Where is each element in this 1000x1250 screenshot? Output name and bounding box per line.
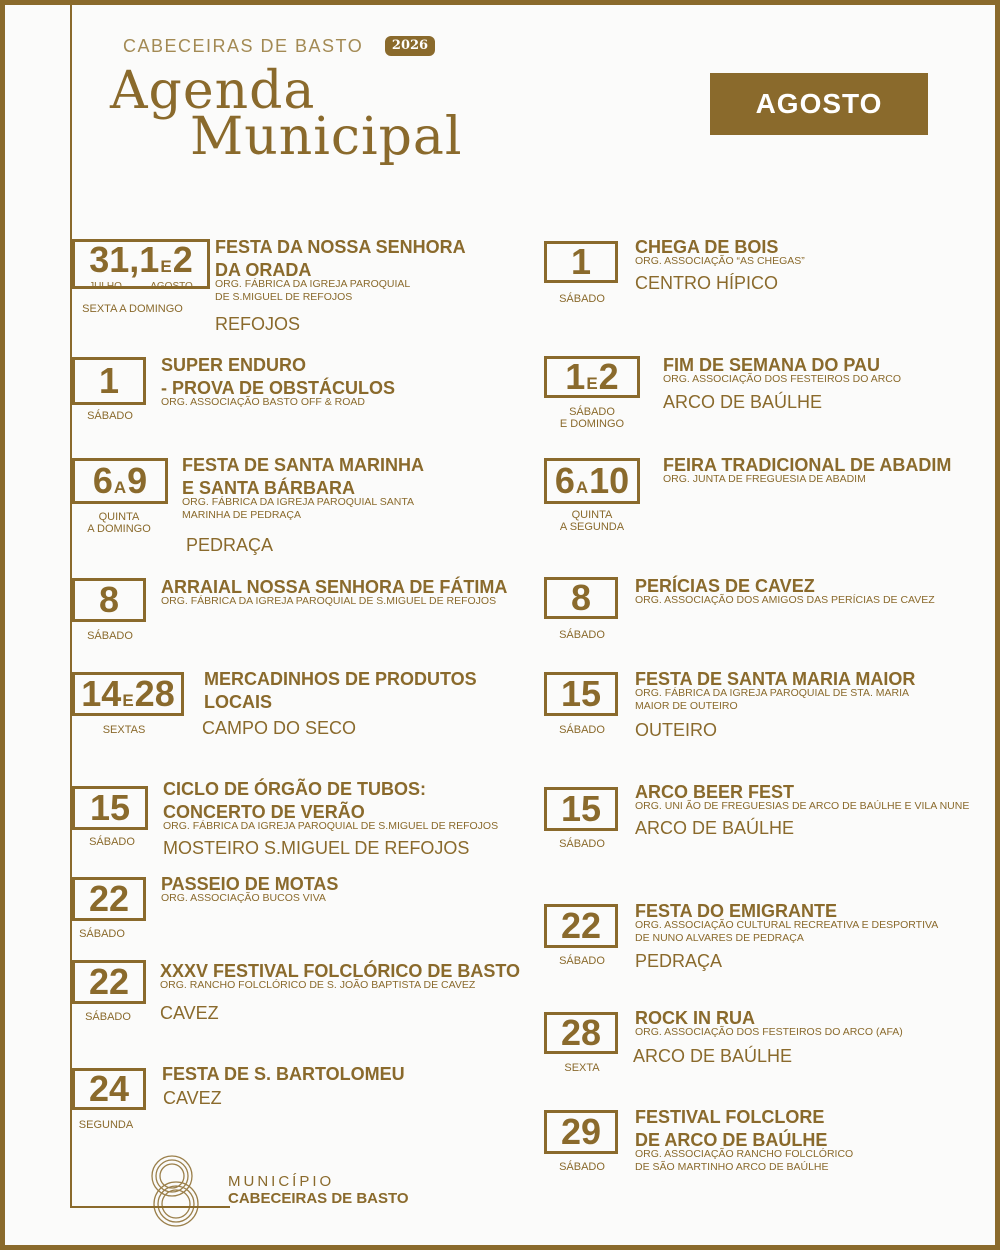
page-title-line2: Municipal — [190, 107, 463, 167]
event-title: DE ARCO DE BAÚLHE — [635, 1130, 828, 1150]
weekday-label: SÁBADO — [89, 836, 135, 848]
date-box — [544, 458, 640, 504]
date-number: 15 — [89, 787, 131, 828]
event-location: ARCO DE BAÚLHE — [663, 392, 823, 412]
date-box — [544, 241, 618, 283]
event-organizer: ORG. ASSOCIAÇÃO DOS AMIGOS DAS PERÍCIAS DE CAVEZ — [635, 594, 935, 606]
weekday-label: SÁBADO — [559, 724, 605, 736]
event-organizer: ORG. ASSOCIAÇÃO BASTO OFF & ROAD — [161, 396, 366, 408]
event-organizer: MARINHA DE PEDRAÇA — [182, 508, 302, 521]
event-title: FESTA DE SANTA MARIA MAIOR — [635, 669, 916, 689]
event-location: CAVEZ — [163, 1088, 222, 1108]
weekday-label: SÁBADO — [85, 1011, 131, 1023]
weekday-label: SEGUNDA — [78, 1119, 134, 1131]
event-organizer: ORG. ASSOCIAÇÃO RANCHO FOLCLÓRICO — [635, 1148, 854, 1160]
event-title: FESTA DE SANTA MARINHA — [182, 455, 424, 475]
date-box — [72, 578, 146, 622]
date-number: 6 — [92, 460, 113, 501]
event-organizer: ORG. FÁBRICA DA IGREJA PAROQUIAL DE S.MIGUEL DE REFOJOS — [163, 820, 499, 832]
weekday-label: SÁBADO — [559, 629, 605, 641]
weekday-label: SÁBADO — [559, 1161, 605, 1173]
event-title: PASSEIO DE MOTAS — [161, 874, 339, 894]
date-connector: A — [113, 478, 127, 497]
date-number: 28 — [560, 1012, 602, 1053]
date-months — [75, 282, 207, 292]
event-title: DA ORADA — [215, 260, 312, 280]
weekday-label: SEXTA A DOMINGO — [82, 303, 183, 315]
weekday-label: SÁBADO — [559, 838, 605, 850]
weekday-label: SEXTAS — [102, 724, 146, 736]
event-organizer: DE NUNO ALVARES DE PEDRAÇA — [635, 931, 804, 944]
date-number: 22 — [560, 905, 602, 946]
event-location: CAVEZ — [160, 1003, 219, 1023]
event-title: SUPER ENDURO — [161, 355, 307, 375]
date-connector: E — [586, 374, 598, 393]
date-number: 10 — [589, 460, 630, 501]
event-location: CAMPO DO SECO — [202, 718, 357, 738]
date-box — [544, 577, 618, 619]
month-banner: AGOSTO — [710, 73, 928, 135]
event-organizer: ORG. FÁBRICA DA IGREJA PAROQUIAL — [215, 278, 411, 290]
date-number: 15 — [560, 788, 602, 829]
event-title: CHEGA DE BOIS — [635, 237, 779, 257]
event-title: E SANTA BÁRBARA — [182, 478, 355, 498]
event-title: - PROVA DE OBSTÁCULOS — [161, 378, 396, 398]
event-location: OUTEIRO — [635, 720, 718, 740]
event-location: REFOJOS — [215, 314, 301, 334]
weekday-label: QUINTA A DOMINGO — [87, 511, 151, 535]
weekday-label: SÁBADO E DOMINGO — [559, 406, 625, 430]
weekday-label: SÁBADO — [87, 630, 133, 642]
date-connector: E — [160, 257, 172, 276]
event-title: FESTIVAL FOLCLORE — [635, 1107, 825, 1127]
event-organizer: ORG. RANCHO FOLCLÓRICO DE S. JOÃO BAPTISTA DE CAVEZ — [160, 979, 476, 991]
date-box — [72, 672, 184, 716]
weekday-label: SEXTA — [564, 1062, 600, 1074]
event-title: FESTA DA NOSSA SENHORA — [215, 237, 466, 257]
event-organizer: ORG. ASSOCIAÇÃO CULTURAL RECREATIVA E DESPORTIVA — [635, 919, 939, 931]
date-box — [72, 960, 146, 1004]
event-organizer: ORG. ASSOCIAÇÃO “AS CHEGAS” — [635, 255, 805, 267]
weekday-label: QUINTA A SEGUNDA — [559, 509, 625, 533]
weekday-label: SÁBADO — [559, 293, 605, 305]
date-box — [72, 357, 146, 405]
date-number: 22 — [88, 961, 130, 1002]
event-title: ROCK IN RUA — [635, 1008, 755, 1028]
date-number: 8 — [98, 579, 120, 620]
date-number: 15 — [560, 673, 602, 714]
date-number: 1 — [98, 360, 120, 401]
weekday-label: SÁBADO — [559, 955, 605, 967]
date-box — [72, 877, 146, 921]
date-number: 24 — [88, 1068, 130, 1109]
date-number: 6 — [554, 460, 575, 501]
event-title: MERCADINHOS DE PRODUTOS — [204, 669, 477, 689]
date-number: 2 — [598, 356, 619, 397]
event-organizer: DE S.MIGUEL DE REFOJOS — [215, 290, 353, 303]
date-box — [544, 356, 640, 398]
event-organizer: MAIOR DE OUTEIRO — [635, 699, 738, 712]
date-box — [544, 1012, 618, 1054]
event-organizer: ORG. FÁBRICA DA IGREJA PAROQUIAL DE S.MIGUEL DE REFOJOS — [161, 595, 497, 607]
weekday-label: SÁBADO — [87, 410, 133, 422]
date-box — [72, 239, 210, 292]
date-number: 2 — [172, 239, 193, 280]
date-box — [72, 786, 148, 830]
event-location: ARCO DE BAÚLHE — [633, 1046, 793, 1066]
event-title: PERÍCIAS DE CAVEZ — [635, 576, 815, 596]
date-number: 9 — [127, 460, 148, 501]
event-title: ARCO BEER FEST — [635, 782, 795, 802]
date-number: 31,1 — [89, 239, 160, 280]
event-title: FESTA DO EMIGRANTE — [635, 901, 837, 921]
event-organizer: ORG. JUNTA DE FREGUESIA DE ABADIM — [663, 473, 866, 485]
date-connector: E — [122, 691, 134, 710]
date-number: 1 — [570, 241, 592, 282]
event-location: CENTRO HÍPICO — [635, 273, 779, 293]
event-organizer: ORG. FÁBRICA DA IGREJA PAROQUIAL SANTA — [182, 496, 415, 508]
weekday-label: SÁBADO — [79, 928, 125, 940]
event-title: ARRAIAL NOSSA SENHORA DE FÁTIMA — [161, 577, 508, 597]
page-title-line1: Agenda — [110, 61, 316, 121]
date-number: 1 — [565, 356, 586, 397]
event-location: ARCO DE BAÚLHE — [635, 818, 795, 838]
date-number: 8 — [570, 577, 592, 618]
date-box — [544, 1110, 618, 1154]
date-box — [72, 458, 168, 504]
date-number: 28 — [134, 673, 175, 714]
event-title: FEIRA TRADICIONAL DE ABADIM — [663, 455, 952, 475]
event-organizer: ORG. FÁBRICA DA IGREJA PAROQUIAL DE STA. MARIA — [635, 687, 910, 699]
event-location: PEDRAÇA — [635, 951, 723, 971]
footer-line2: CABECEIRAS DE BASTO — [228, 1190, 409, 1207]
date-month: AGOSTO — [150, 281, 193, 292]
event-location: MOSTEIRO S.MIGUEL DE REFOJOS — [163, 838, 470, 858]
brand-text: CABECEIRAS DE BASTO — [123, 36, 364, 56]
year-badge: 2026 — [385, 36, 435, 56]
event-title: XXXV FESTIVAL FOLCLÓRICO DE BASTO — [160, 961, 521, 981]
footer-line1: MUNICÍPIO — [228, 1173, 335, 1190]
date-number: 14 — [81, 673, 122, 714]
date-box — [544, 787, 618, 831]
event-title: LOCAIS — [204, 692, 273, 712]
event-organizer: ORG. UNI ÃO DE FREGUESIAS DE ARCO DE BAÚLHE E VILA NUNE — [635, 800, 970, 812]
event-title: FIM DE SEMANA DO PAU — [663, 355, 881, 375]
event-title: CONCERTO DE VERÃO — [163, 802, 365, 822]
event-organizer: DE SÃO MARTINHO ARCO DE BAÚLHE — [635, 1160, 829, 1173]
event-location: PEDRAÇA — [186, 535, 274, 555]
date-connector: A — [575, 478, 589, 497]
event-title: FESTA DE S. BARTOLOMEU — [162, 1064, 405, 1084]
event-organizer: ORG. ASSOCIAÇÃO DOS FESTEIROS DO ARCO (AFA) — [635, 1026, 903, 1038]
event-organizer: ORG. ASSOCIAÇÃO DOS FESTEIROS DO ARCO — [663, 373, 902, 385]
date-number: 22 — [88, 878, 130, 919]
date-month: JULHO — [89, 281, 122, 292]
date-number: 29 — [560, 1111, 602, 1152]
date-box — [72, 1068, 146, 1110]
event-title: CICLO DE ÓRGÃO DE TUBOS: — [163, 779, 427, 799]
event-organizer: ORG. ASSOCIAÇÃO BUCOS VIVA — [161, 892, 326, 904]
date-box — [544, 904, 618, 948]
date-box — [544, 672, 618, 716]
municipality-logo-icon — [140, 1150, 220, 1230]
